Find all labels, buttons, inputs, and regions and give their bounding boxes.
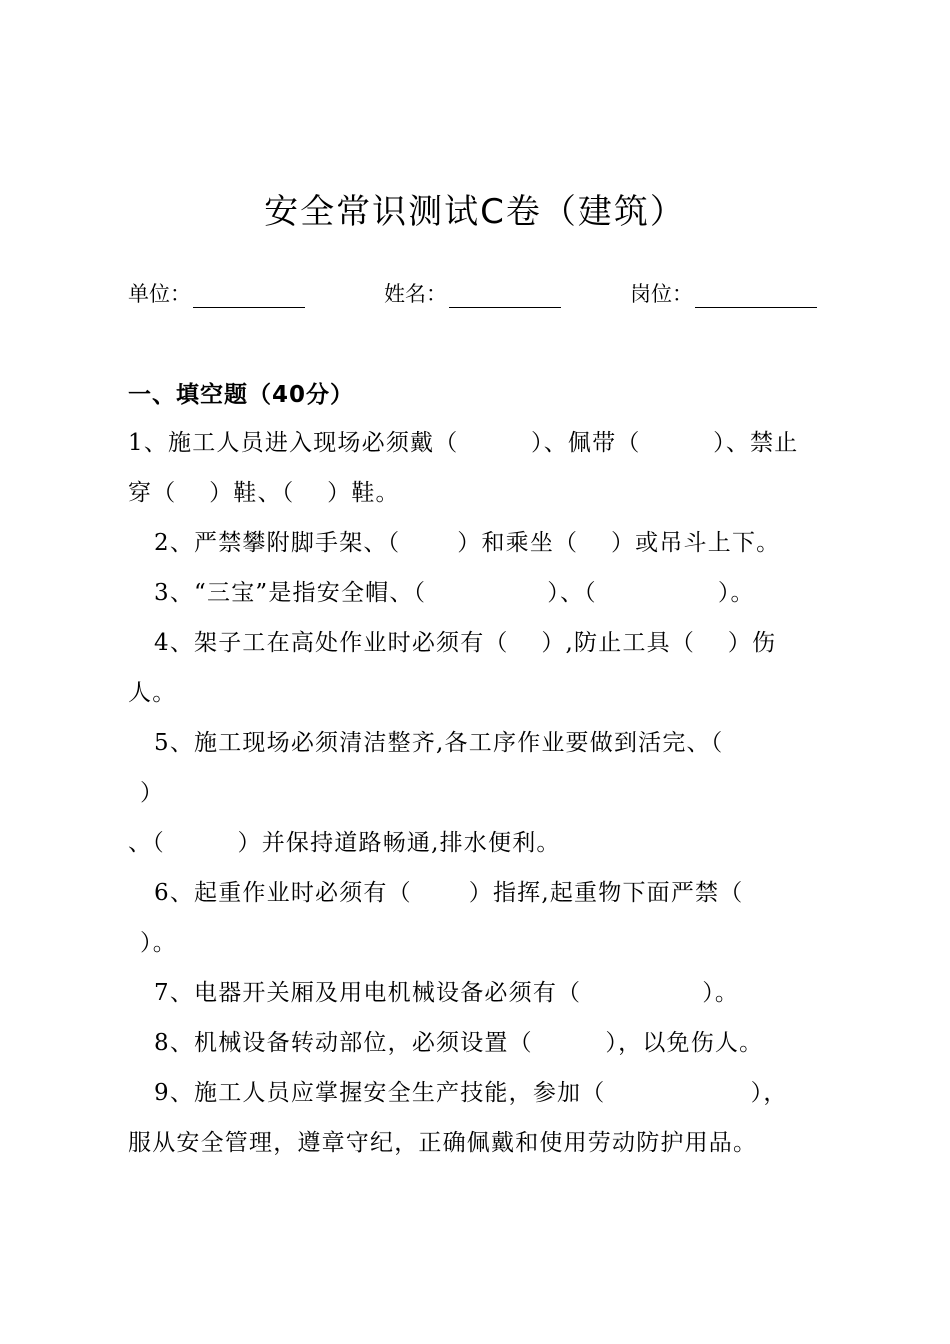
- question-line: 、（ ）并保持道路畅通,排水便利。: [128, 830, 561, 856]
- page-title: 安全常识测试C卷（建筑）: [264, 192, 686, 232]
- question-line: 穿（ ）鞋、（ ）鞋。: [128, 480, 400, 506]
- question-line: 5、施工现场必须清洁整齐,各工序作业要做到活完、（: [154, 730, 724, 756]
- question-line: ）。: [140, 930, 177, 956]
- section-heading: 一、填空题（40分）: [128, 382, 355, 408]
- question-line: 服从安全管理，遵章守纪，正确佩戴和使用劳动防护用品。: [128, 1130, 758, 1156]
- question-line: 9、施工人员应掌握安全生产技能，参加（ ），: [154, 1080, 788, 1106]
- question-line: 2、严禁攀附脚手架、（ ）和乘坐（ ）或吊斗上下。: [154, 530, 781, 556]
- unit-label: 单位：: [128, 282, 191, 306]
- name-field: [384, 278, 561, 308]
- post-label: 岗位：: [630, 282, 693, 306]
- question-line: ）: [140, 780, 165, 806]
- question-line: 6、起重作业时必须有（ ）指挥,起重物下面严禁（: [154, 880, 744, 906]
- unit-field: [128, 278, 305, 308]
- post-blank[interactable]: [695, 283, 817, 308]
- question-line: 3、“三宝”是指安全帽、（ ）、（ ）。: [154, 580, 755, 606]
- unit-blank[interactable]: [193, 283, 305, 308]
- question-line: 4、架子工在高处作业时必须有（ ）,防止工具（ ）伤: [154, 630, 777, 656]
- question-line: 8、机械设备转动部位，必须设置（ ），以免伤人。: [154, 1030, 764, 1056]
- name-blank[interactable]: [449, 283, 561, 308]
- post-field: [630, 278, 817, 308]
- question-line: 1、施工人员进入现场必须戴（ ）、佩带（ ）、禁止: [128, 430, 799, 456]
- question-line: 7、电器开关厢及用电机械设备必须有（ ）。: [154, 980, 740, 1006]
- question-line: 人。: [128, 680, 177, 706]
- name-label: 姓名：: [384, 282, 447, 306]
